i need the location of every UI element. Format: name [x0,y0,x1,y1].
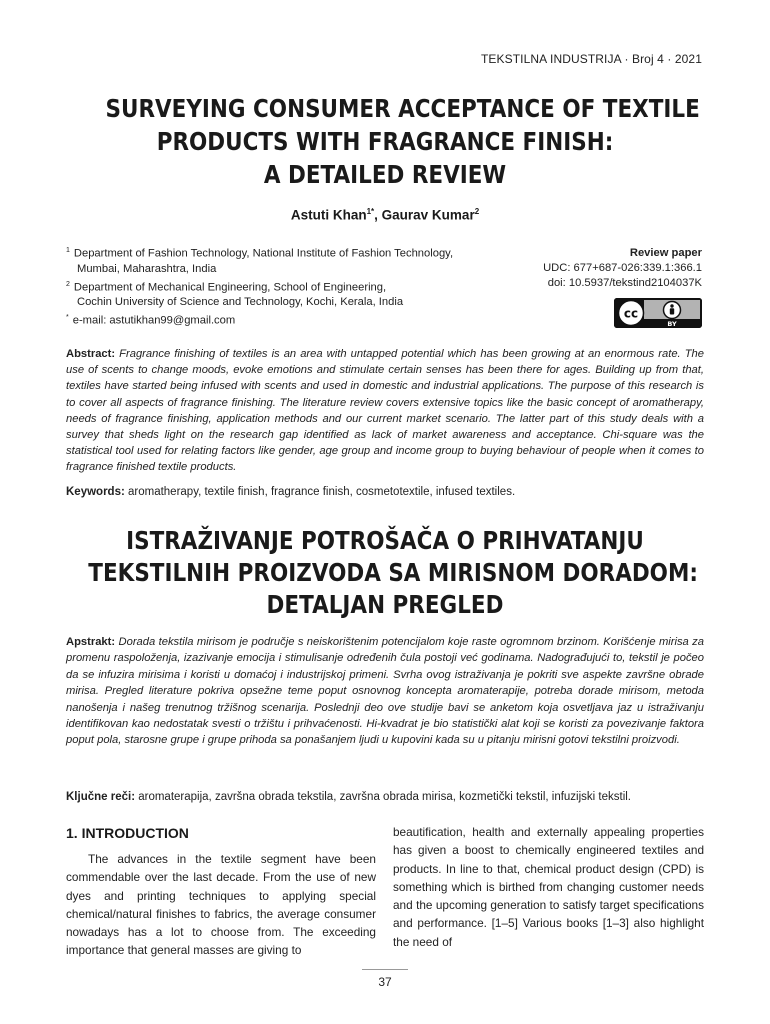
cc-by-icon-graphic [614,298,702,328]
section-heading-introduction: 1. INTRODUCTION [66,825,189,841]
affiliation-1 [66,243,516,262]
kljucne-reci-label: Ključne reči: [66,791,136,803]
udc-code: UDC: 677+687-026:339.1:366.1 [543,262,702,274]
apstrakt-text: Dorada tekstila mirisom je područje s neiskorištenim potencijalom koje raste ogromnom brzinom. Korišćenje mirisa za promenu raspoloženja, izazivanje emocija i stimulisanje određenih čula postoji već godinama. Nadograđujući to, tekstil je počeo da se infuzira mirisima i koristi u domaćoj i industrijskoj primeni. Svrha ovog istraživanja je pokriti sve aspekte završne obrade mirisa. Pregled literature pokriva opsežne teme poput osnovnog koncepta aromaterapije, potreba dorade mirisom, metoda nanošenja i našeg trenutnog tržišnog scenarija. Poslednji deo ove studije bavi se anketom koja osvetljava jaz u istraživanju identifikovan kao nedostatak svesti o tržištu i prihvaćenosti. Hi-kvadrat je bio statistički alat koji se koristi za povezivanje faktora poput pola, starosne grupe i grupe prihoda sa ponašanjem ljudi u kupovini kada su u pitanju mirisni gotovi tekstilni proizvodi. [66,636,704,747]
affiliation-2 [66,277,516,296]
footer-divider [362,969,408,970]
doi-link[interactable]: doi: 10.5937/tekstind2104037K [547,277,702,289]
abstract-english [66,346,704,476]
title-line: DETALJAN PREGLED [266,590,504,619]
kljucne-reci-text: aromaterapija, završna obrada tekstila, završna obrada mirisa, kozmetički tekstil, infuzijski tekstil. [138,791,632,803]
page-number: 37 [378,975,392,989]
apstrakt-label: Apstrakt: [66,636,116,648]
affiliation-text: Department of Mechanical Engineering, School of Engineering, [73,281,387,294]
title-line: ISTRAŽIVANJE POTROŠAČA O PRIHVATANJU [126,526,644,555]
abstract-text: Fragrance finishing of textiles is an area with untapped potential which has been growing at an enormous rate. The use of scents to change moods, evoke emotions and stimulate certain senses has been there for ages. Building up from that, textiles have started being infused with scents and used in domestic and industrial applications. The purpose of this research is to cover all aspects of fragrance finishing. The literature review covers extensive topics like the basic concept of aromatherapy, needs of fragrance finishing, application methods and our current market scenario. The latter part of this study deals with a survey that sheds light on the research gap identified as lack of market awareness and acceptance. Chi-square was the statistical tool used for relating factors like gender, age group and income group to buying behaviour of people when it comes to fragrance finished textile products. [66,348,705,474]
body-paragraph: beautification, health and externally appealing properties has given a boost to chemically engineered textiles and products. In line to that, chemical product design (CPD) is something which is birthed from changing customer needs and the upcoming generation to satisfy target specifications and performance. [1–5] Various books [1–3] also highlight the need of [393,825,704,949]
svg-text:BY: BY [667,320,677,328]
body-paragraph: The advances in the textile segment have been commendable over the last decade. From the use of new dyes and printing techniques to applying special chemical/natural finishes to fabrics, the average consumer nowadays has a lot to choose from. The exceeding importance that general masses are giving to [66,852,376,958]
body-column-left [66,850,376,960]
affiliation-text: Cochin University of Science and Technology, Kochi, Kerala, India [77,296,404,309]
title-line: SURVEYING CONSUMER ACCEPTANCE OF TEXTILE [105,94,700,123]
author-name: Gaurav Kumar [381,207,475,223]
keywords-label: Keywords: [66,486,125,498]
paper-type-label: Review paper [629,247,702,259]
journal-running-header: TEKSTILNA INDUSTRIJA · Broj 4 · 2021 [480,52,702,66]
title-line: TEKSTILNIH PROIZVODA SA MIRISNOM DORADOM: [88,558,698,587]
email-link[interactable]: e-mail: astutikhan99@gmail.com [72,315,236,328]
author-separator: , [374,207,382,223]
abstract-serbian [66,634,704,749]
title-line: A DETAILED REVIEW [263,160,507,189]
abstract-label: Abstract: [66,348,116,360]
affiliations [66,243,516,329]
author-list [0,207,770,223]
author-superscript: 1* [366,207,375,216]
affiliation-text: Department of Fashion Technology, National Institute of Fashion Technology, [73,247,454,260]
affiliation-text: Mumbai, Maharashtra, India [77,262,217,275]
title-line: PRODUCTS WITH FRAGRANCE FINISH: [156,127,614,156]
author-name: Astuti Khan [290,207,367,223]
keywords-serbian [66,789,710,805]
body-column-right [393,823,704,951]
email-marker: * [66,314,69,322]
paper-meta [543,246,702,291]
svg-text:cc: cc [623,306,639,321]
affiliation-number: 1 [66,247,70,254]
cc-by-icon[interactable] [614,298,702,328]
corresponding-email [66,310,516,329]
article-title-english [105,92,700,191]
keywords-text: aromatherapy, textile finish, fragrance finish, cosmetotextile, infused textiles. [128,486,516,498]
article-title-serbian [88,525,698,621]
author-superscript: 2 [474,207,480,216]
affiliation-number: 2 [66,280,70,288]
keywords-english [66,484,704,500]
